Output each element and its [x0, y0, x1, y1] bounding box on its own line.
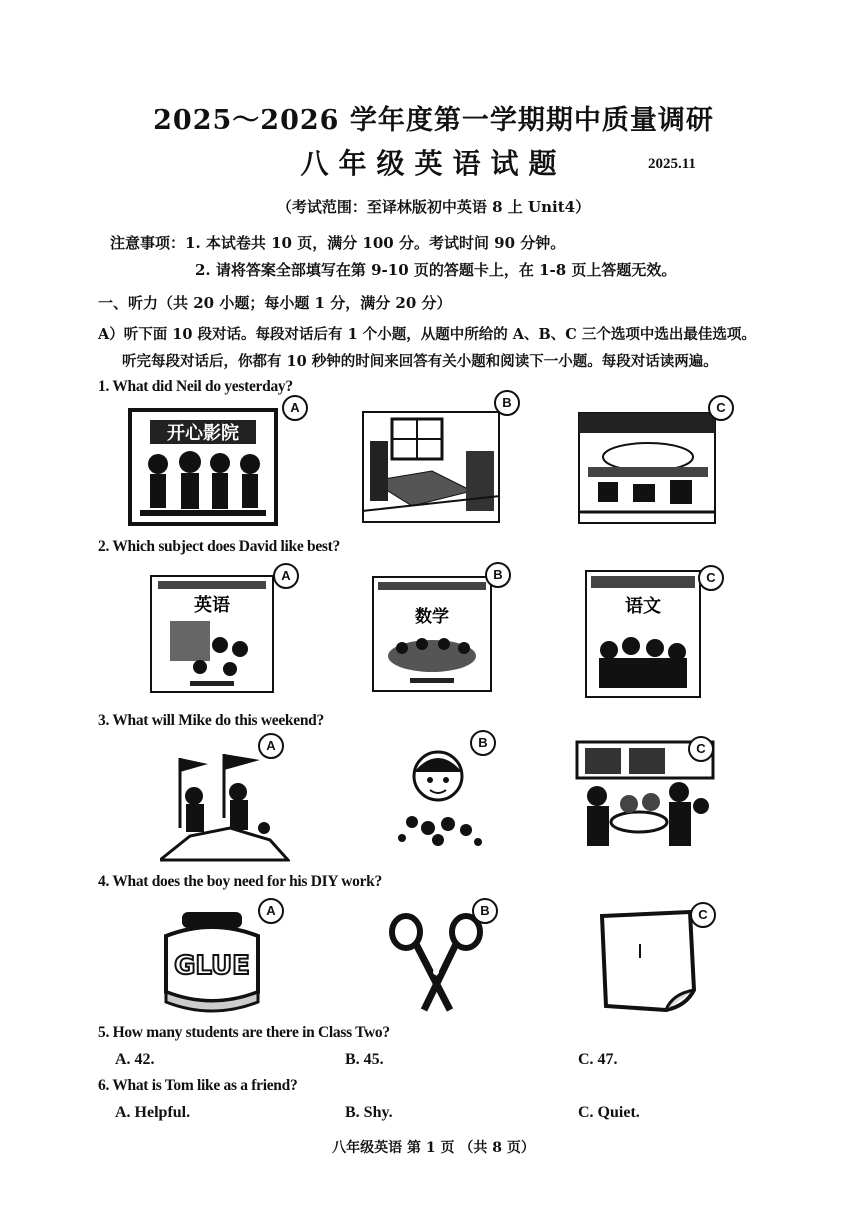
q1-option-c-badge[interactable]: C	[708, 395, 734, 421]
question-1-text: 1. What did Neil do yesterday?	[98, 378, 293, 395]
q2-option-c-badge[interactable]: C	[698, 565, 724, 591]
q6-option-a[interactable]: A. Helpful.	[115, 1104, 191, 1121]
q2-picture-c-chinese-book	[585, 570, 701, 698]
q4-picture-c-paper	[596, 910, 700, 1014]
q4-option-a-badge[interactable]: A	[258, 898, 284, 924]
q4-option-c-badge[interactable]: C	[690, 902, 716, 928]
question-2-text: 2. Which subject does David like best?	[98, 538, 340, 555]
q3-option-b-badge[interactable]: B	[470, 730, 496, 756]
q6-option-c[interactable]: C. Quiet.	[578, 1104, 640, 1121]
exam-title-line1: 2025～2026 学年度第一学期期中质量调研	[153, 105, 714, 136]
q1-picture-a-cinema	[128, 408, 278, 526]
q2-option-a-badge[interactable]: A	[273, 563, 299, 589]
section-directions-line1: A）听下面 10 段对话。每段对话后有 1 个小题，从题中所给的 A、B、C 三个选项中选出最佳选项。	[98, 326, 756, 343]
q4-picture-a-glue-jar	[158, 908, 266, 1018]
q2-math-title: 数学	[415, 607, 449, 627]
q2-picture-b-math-book	[372, 576, 492, 692]
q1-cinema-sign: 开心影院	[167, 423, 239, 444]
question-3-text: 3. What will Mike do this weekend?	[98, 712, 324, 729]
q2-english-title: 英语	[194, 595, 230, 616]
section-directions-line2: 听完每段对话后，你都有 10 秒钟的时间来回答有关小题和阅读下一小题。每段对话读两遍。	[122, 353, 718, 370]
q1-option-a-badge[interactable]: A	[282, 395, 308, 421]
question-4-text: 4. What does the boy need for his DIY work?	[98, 873, 382, 890]
notes-line2: 2. 请将答案全部填写在第 9-10 页的答题卡上，在 1-8 页上答题无效。	[195, 261, 677, 279]
q1-picture-b-bedroom	[362, 411, 500, 523]
question-5-text: 5. How many students are there in Class Two?	[98, 1024, 390, 1041]
exam-title-line2: 八年级英语试题	[300, 147, 567, 180]
question-6-text: 6. What is Tom like as a friend?	[98, 1077, 298, 1094]
q2-chinese-title: 语文	[625, 596, 661, 617]
q5-option-c[interactable]: C. 47.	[578, 1051, 618, 1068]
exam-date: 2025.11	[648, 156, 696, 172]
q1-picture-c-classroom	[578, 412, 716, 524]
q3-picture-b-boy-gardening	[392, 742, 492, 854]
q3-picture-a-climbing	[160, 748, 290, 863]
q1-option-b-badge[interactable]: B	[494, 390, 520, 416]
page-footer: 八年级英语 第 1 页 （共 8 页）	[332, 1140, 535, 1156]
q5-option-b[interactable]: B. 45.	[345, 1051, 384, 1068]
q3-option-a-badge[interactable]: A	[258, 733, 284, 759]
q4-option-b-badge[interactable]: B	[472, 898, 498, 924]
q6-option-b[interactable]: B. Shy.	[345, 1104, 393, 1121]
q5-option-a[interactable]: A. 42.	[115, 1051, 155, 1068]
exam-scope: （考试范围：至译林版初中英语 8 上 Unit4）	[276, 198, 591, 216]
section-title: 一、听力（共 20 小题；每小题 1 分，满分 20 分）	[98, 294, 452, 312]
q4-picture-b-scissors	[388, 912, 484, 1016]
q4-glue-label: GLUE	[174, 951, 250, 981]
q2-option-b-badge[interactable]: B	[485, 562, 511, 588]
q2-picture-a-english-book	[150, 575, 274, 693]
notes-line1: 注意事项：1. 本试卷共 10 页，满分 100 分。考试时间 90 分钟。	[110, 234, 566, 252]
q3-option-c-badge[interactable]: C	[688, 736, 714, 762]
